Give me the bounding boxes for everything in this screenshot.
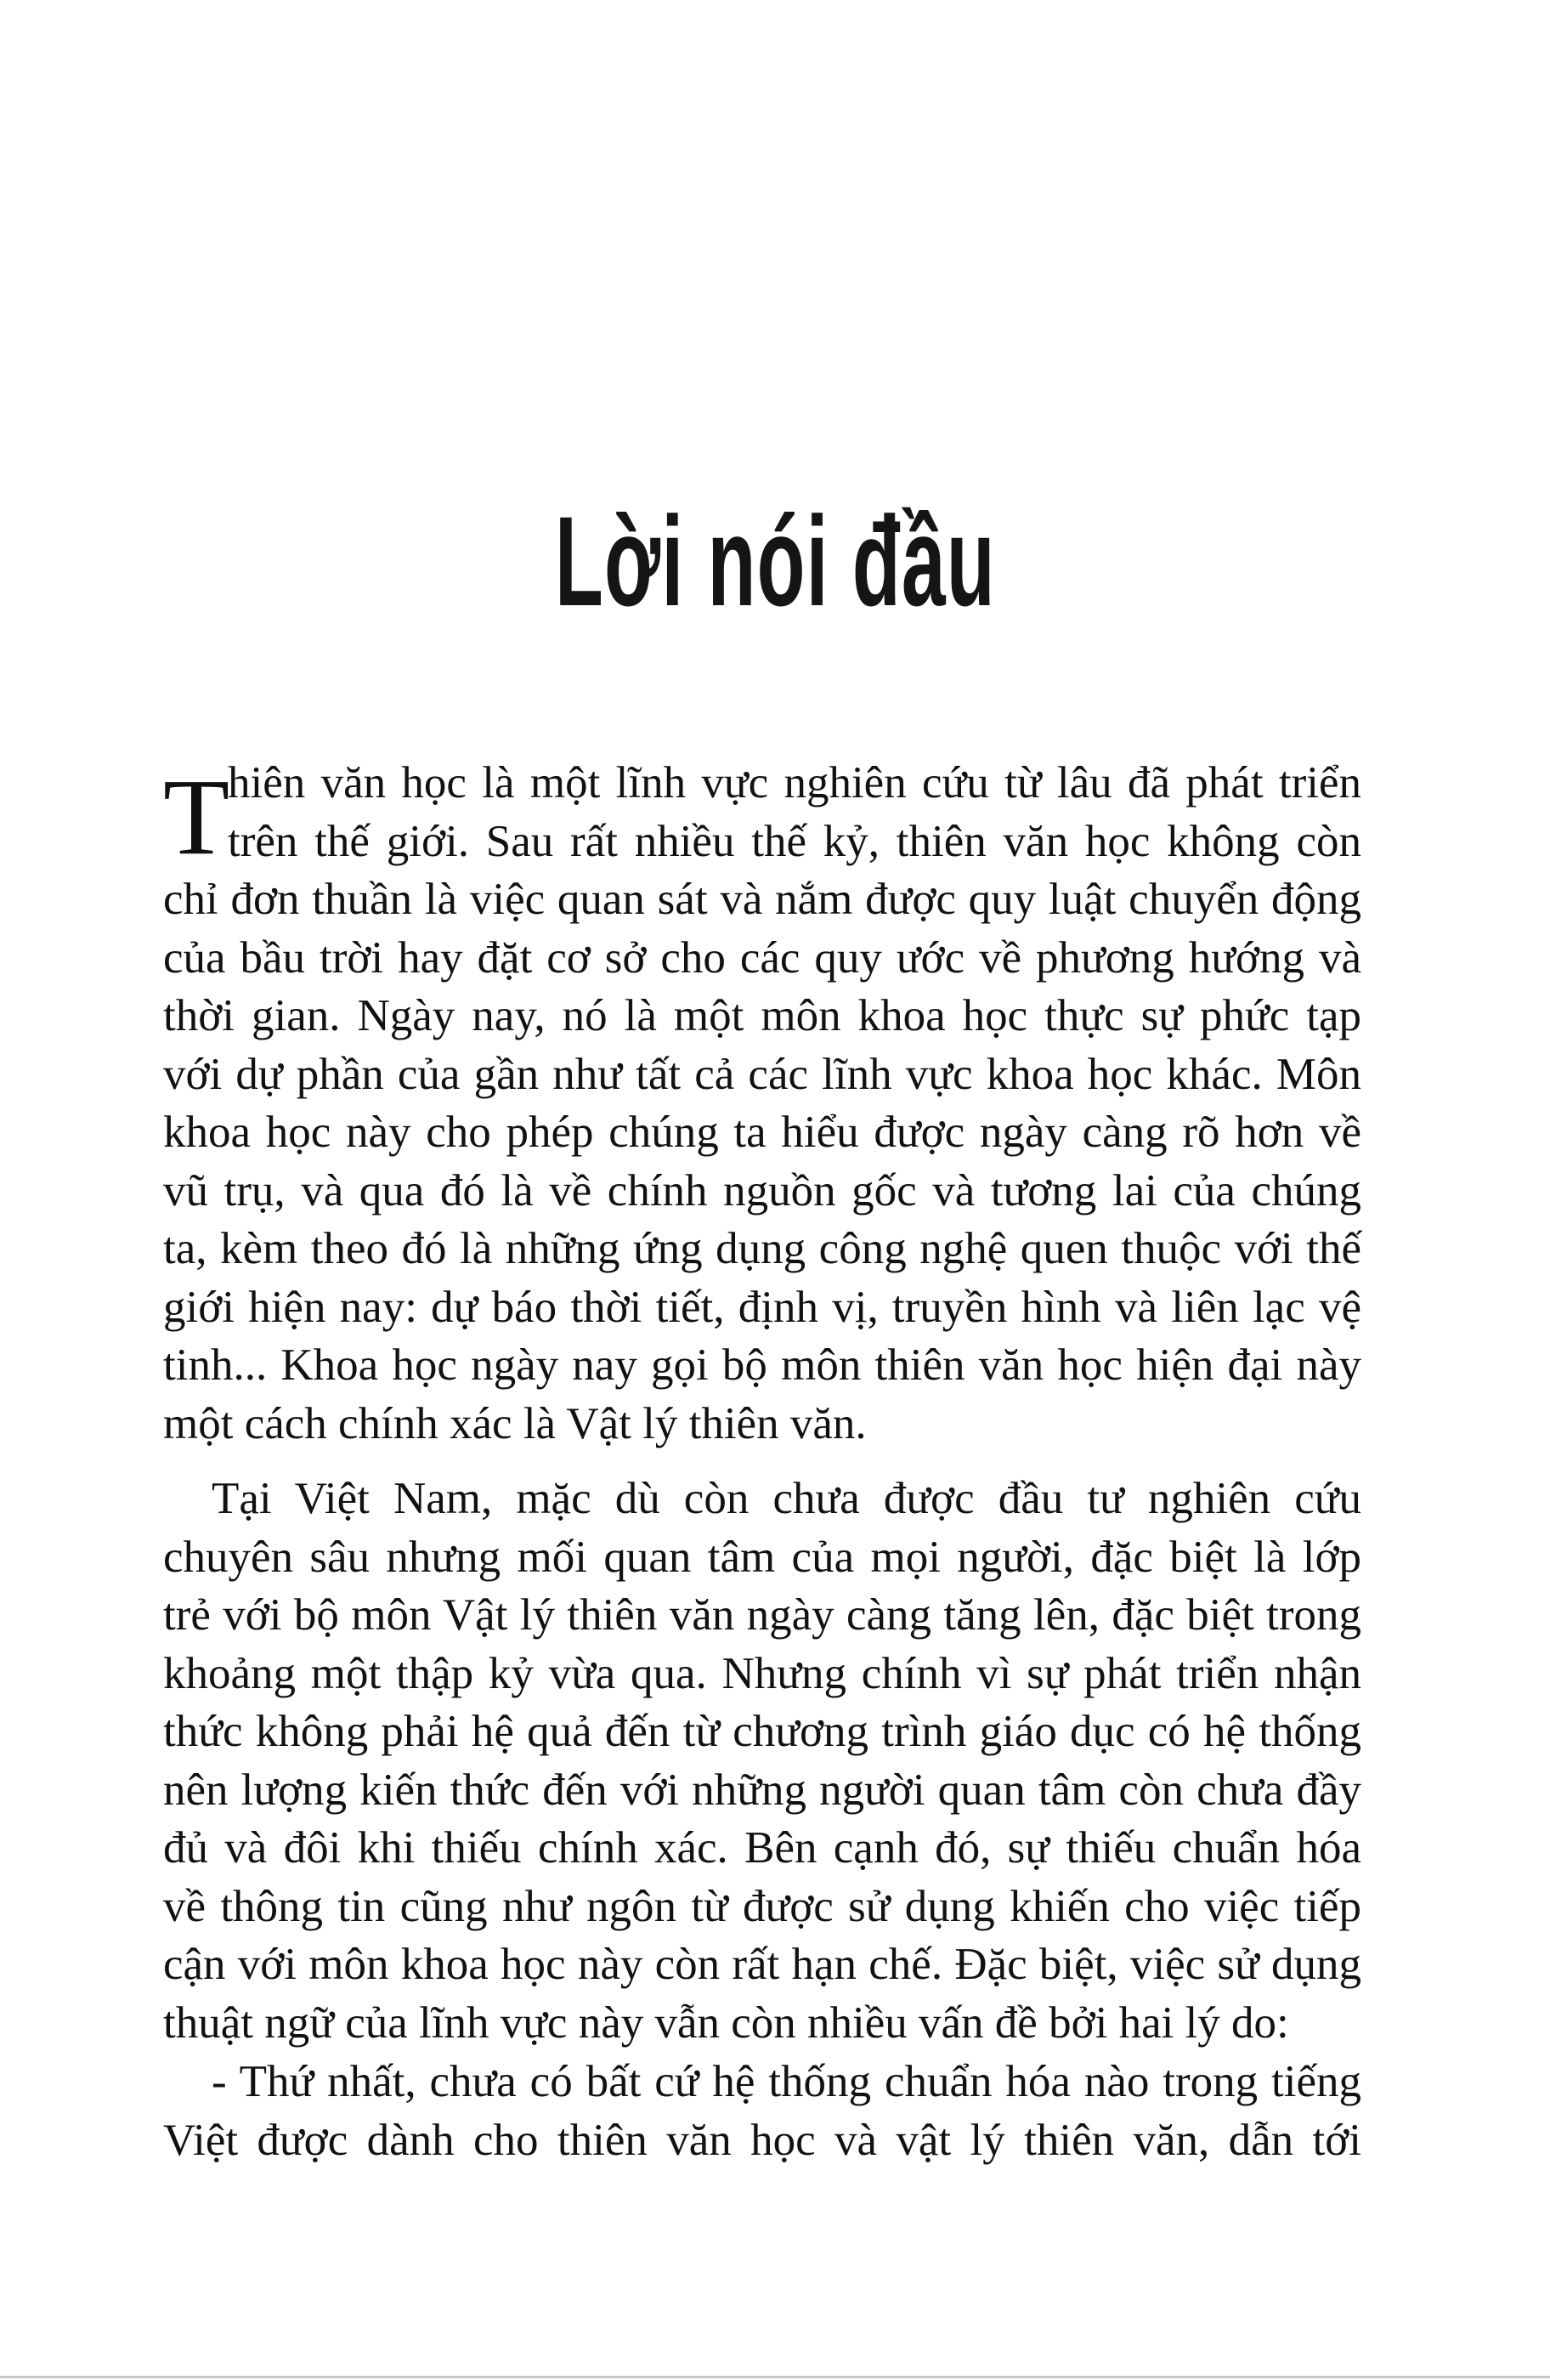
text-line: đủ và đôi khi thiếu chính xác. Bên cạnh đó, sự thiếu chuẩn hóa xyxy=(163,1823,1361,1873)
text-line: thời gian. Ngày nay, nó là một môn khoa học thực sự phức tạp xyxy=(163,991,1361,1040)
text-line: thức không phải hệ quả đến từ chương trình giáo dục có hệ thống xyxy=(163,1707,1361,1756)
text-line: nên lượng kiến thức đến với những người quan tâm còn chưa đầy xyxy=(163,1765,1361,1815)
text-line: khoảng một thập kỷ vừa qua. Nhưng chính vì sự phát triển nhận xyxy=(163,1648,1361,1698)
text-line: Tại Việt Nam, mặc dù còn chưa được đầu tư nghiên cứu xyxy=(212,1474,1361,1523)
text-line: ta, kèm theo đó là những ứng dụng công nghệ quen thuộc với thế xyxy=(163,1224,1361,1273)
text-line: một cách chính xác là Vật lý thiên văn. xyxy=(163,1398,867,1448)
text-line: tinh... Khoa học ngày nay gọi bộ môn thiên văn học hiện đại này xyxy=(163,1340,1361,1390)
text-line: chuyên sâu nhưng mối quan tâm của mọi người, đặc biệt là lớp xyxy=(163,1532,1361,1582)
text-line: với dự phần của gần như tất cả các lĩnh vực khoa học khác. Môn xyxy=(163,1049,1361,1099)
text-line: Việt được dành cho thiên văn học và vật lý thiên văn, dẫn tới xyxy=(163,2115,1361,2165)
chapter-title xyxy=(0,490,1550,632)
text-line: khoa học này cho phép chúng ta hiểu được ngày càng rõ hơn về xyxy=(163,1108,1361,1157)
drop-cap: T xyxy=(163,756,230,877)
paragraph-2 xyxy=(163,1470,1361,2052)
text-line: vũ trụ, và qua đó là về chính nguồn gốc và tương lai của chúng xyxy=(163,1165,1361,1216)
text-line: trên thế giới. Sau rất nhiều thế kỷ, thiên văn học không còn xyxy=(228,816,1361,866)
paragraph-3 xyxy=(163,2053,1361,2169)
text-line: của bầu trời hay đặt cơ sở cho các quy ước về phương hướng và xyxy=(163,932,1361,983)
paragraph-1 xyxy=(163,754,1361,1453)
text-line: giới hiện nay: dự báo thời tiết, định vị, truyền hình và liên lạc vệ xyxy=(163,1282,1361,1332)
text-line: thuật ngữ của lĩnh vực này vẫn còn nhiều vấn đề bởi hai lý do: xyxy=(163,1998,1289,2048)
text-line: trẻ với bộ môn Vật lý thiên văn ngày càng tăng lên, đặc biệt trong xyxy=(163,1590,1361,1640)
text-line: - Thứ nhất, chưa có bất cứ hệ thống chuẩn hóa nào trong tiếng xyxy=(212,2057,1361,2106)
page-edge-divider xyxy=(0,2376,1550,2378)
text-line: hiên văn học là một lĩnh vực nghiên cứu từ lâu đã phát triển xyxy=(228,758,1361,808)
text-line: về thông tin cũng như ngôn từ được sử dụng khiến cho việc tiếp xyxy=(163,1881,1361,1931)
chapter-title-text: Lời nói đầu xyxy=(554,490,996,632)
text-line: chỉ đơn thuần là việc quan sát và nắm được quy luật chuyển động xyxy=(163,875,1361,924)
text-line: cận với môn khoa học này còn rất hạn chế. Đặc biệt, việc sử dụng xyxy=(163,1940,1361,1989)
